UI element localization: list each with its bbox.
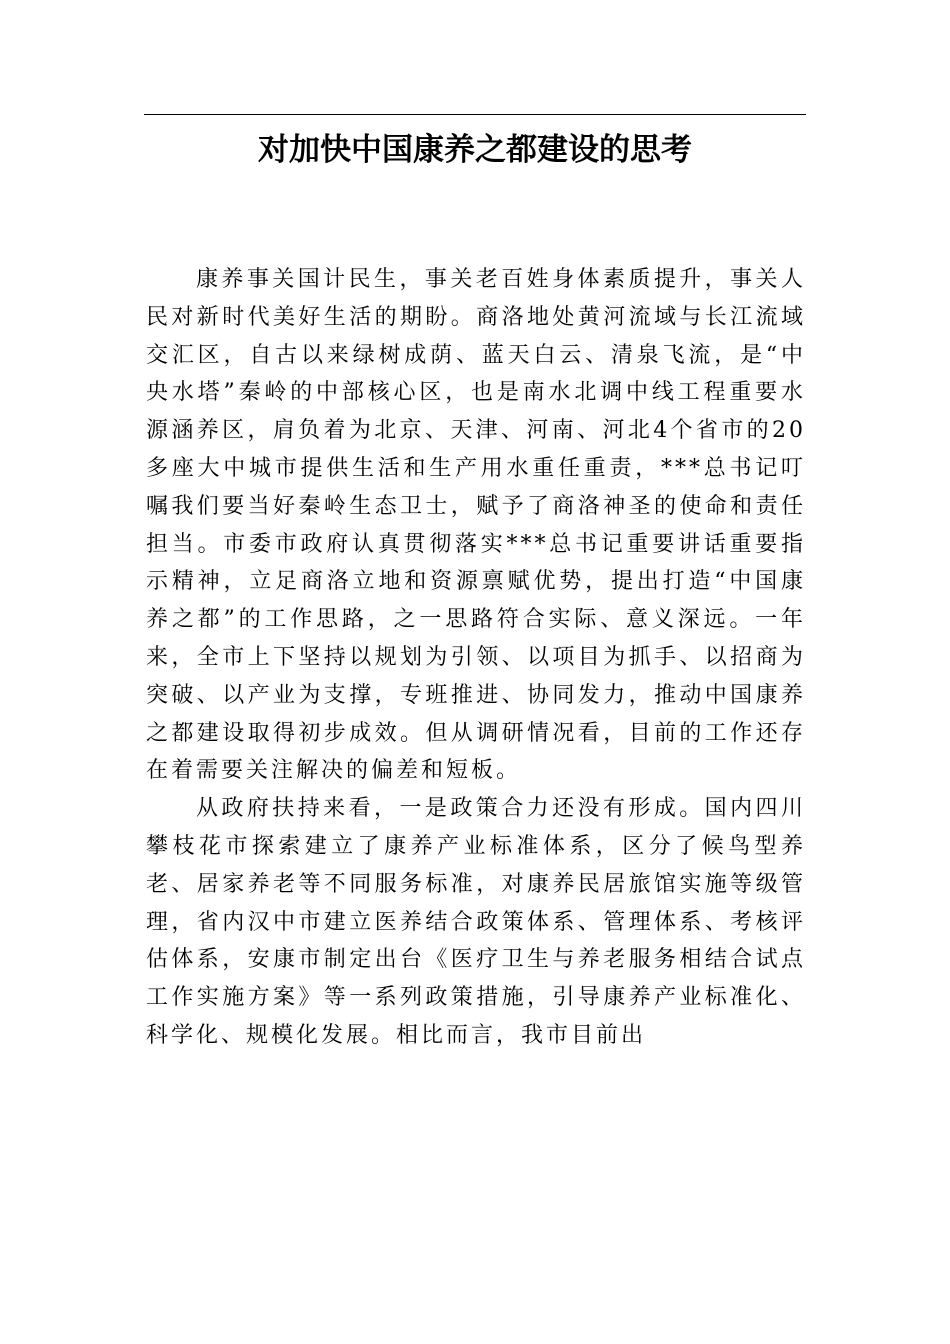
document-title: 对加快中国康养之都建设的思考	[258, 132, 692, 168]
paragraph-intro: 康养事关国计民生，事关老百姓身体素质提升，事关人民对新时代美好生活的期盼。商洛地处黄河流域与长江流域交汇区，自古以来绿树成荫、蓝天白云、清泉飞流，是“中央水塔”秦岭的中部核心区，也是南水北调中线工程重要水源涵养区，肩负着为北京、天津、河南、河北4个省市的20多座大中城市提供生活和生产用水重任重责，***总书记叮嘱我们要当好秦岭生态卫士，赋予了商洛神圣的使命和责任担当。市委市政府认真贯彻落实***总书记重要讲话重要指示精神，立足商洛立地和资源禀赋优势，提出打造“中国康养之都”的工作思路，之一思路符合实际、意义深远。一年来，全市上下坚持以规划为引领、以项目为抓手、以招商为突破、以产业为支撑，专班推进、协同发力，推动中国康养之都建设取得初步成效。但从调研情况看，目前的工作还存在着需要关注解决的偏差和短板。	[146, 267, 806, 784]
paragraph-government-support: 从政府扶持来看，一是政策合力还没有形成。国内四川攀枝花市探索建立了康养产业标准体系，区分了候鸟型养老、居家养老等不同服务标准，对康养民居旅馆实施等级管理，省内汉中市建立医养结合政策体系、管理体系、考核评估体系，安康市制定出台《医疗卫生与养老服务相结合试点工作实施方案》等一系列政策措施，引导康养产业标准化、科学化、规模化发展。相比而言，我市目前出	[146, 796, 806, 1048]
document-body	[146, 261, 806, 1055]
header-rule	[144, 114, 806, 115]
